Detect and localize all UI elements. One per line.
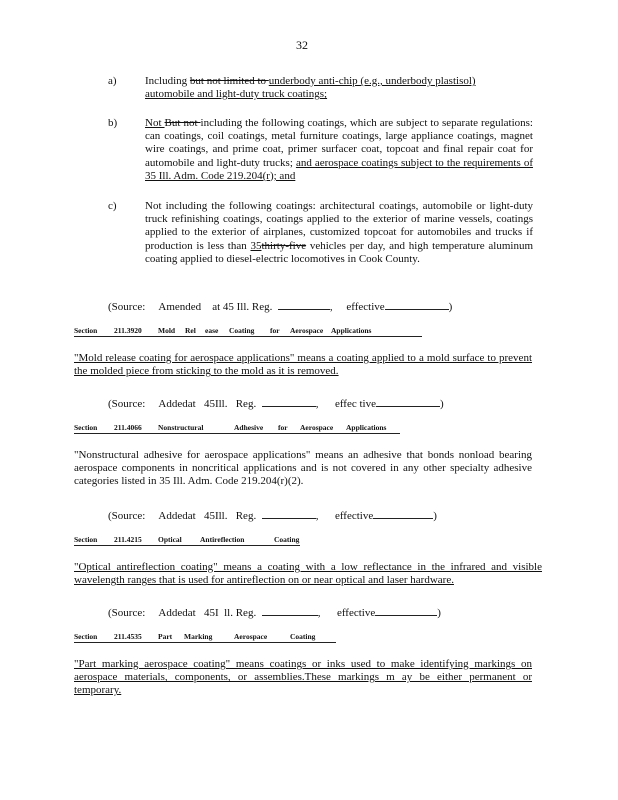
source-note-1: (Source: Amended at 45 Ill. Reg. , effective ) [108, 298, 452, 313]
item-a-text: Including but not limited to underbody anti-chip (e.g., underbody plastisol) automobile and light-duty truck coatings; [145, 75, 476, 101]
blank-line [376, 395, 440, 407]
blank-line [262, 507, 316, 519]
section-3-definition: "Optical antireflection coating" means a coating with a low reflectance in the infrared and visible wavelength ranges that is used for antireflection on or near optical and laser hardware. [74, 561, 542, 587]
blank-line [278, 298, 330, 310]
inserted-text: 35 [250, 239, 262, 252]
blank-line [262, 604, 318, 616]
blank-line [375, 604, 437, 616]
struck-text: But not [164, 117, 201, 129]
section-1-definition: "Mold release coating for aerospace applications" means a coating applied to a mold surface to prevent the molded piece from sticking to the mold as it is removed. [74, 352, 532, 378]
blank-line [385, 298, 449, 310]
blank-line [262, 395, 316, 407]
section-2-definition: "Nonstructural adhesive for aerospace applications" means an adhesive that bonds nonload bearing aerospace components in noncritical applications and is not covered in any other specialty adhesive categories listed in 35 Ill. Adm. Code 219.204(r)(2). [74, 449, 532, 488]
item-c-text: Not including the following coatings: architectural coatings, automobile or light-duty truck refinishing coatings, coatings applied to the exterior of marine vessels, coatings applied to the exterior of airplanes, customized topcoat for automobiles and trucks if production is less than 35thirty-five vehicles per day, and high temperature aluminum coating applied to diesel-electric locomotives in Cook County. [145, 200, 533, 265]
section-4-definition: "Part marking aerospace coating" means coatings or inks used to make identifying markings on aerospace materials, components, or assemblies.These markings m ay be either permanent or temporary. [74, 658, 532, 697]
blank-line [373, 507, 433, 519]
inserted-text: and aerospace coatings subject to the requirements of 35 Ill. Adm. Code 219.204(r); and [145, 156, 533, 182]
section-underline [74, 642, 336, 643]
item-a-label: a) [108, 75, 117, 87]
section-heading-1: Section 211.3920 Mold Rel ease Coating for Aerospace Applications [74, 326, 372, 335]
struck-text: but not limited to [189, 75, 269, 87]
section-heading-3: Section 211.4215 Optical Antireflection Coating [74, 535, 300, 544]
section-underline [74, 433, 400, 434]
item-b-label: b) [108, 117, 118, 129]
item-b-text: Not But not including the following coatings, which are subject to separate regulations: can coatings, coil coatings, metal furniture coatings, large appliance coatings, magnet wire coatings, and prime coat, primer surfacer coat, topcoat and final repair coat for automobile and light-duty trucks; and aerospace coatings subject to the requirements of 35 Ill. Adm. Code 219.204(r); and [145, 117, 533, 182]
item-c-label: c) [108, 200, 117, 212]
section-heading-4: Section 211.4535 Part Marking Aerospace Coating [74, 632, 316, 641]
page-number: 32 [296, 38, 308, 52]
section-underline [74, 545, 300, 546]
source-note-2: (Source: Addedat 45Ill. Reg. , effec tive ) [108, 395, 444, 410]
inserted-text: Not [145, 117, 165, 129]
inserted-text: underbody anti-chip (e.g., underbody plastisol) automobile and light-duty truck coatings; [145, 75, 476, 101]
section-underline [74, 336, 422, 337]
source-note-4: (Source: Addedat 45I ll. Reg. , effective ) [108, 604, 441, 619]
source-note-3: (Source: Addedat 45Ill. Reg. , effective ) [108, 507, 437, 522]
section-heading-2: Section 211.4066 Nonstructural Adhesive for Aerospace Applications [74, 423, 387, 432]
struck-text: thirty-five [261, 239, 307, 252]
